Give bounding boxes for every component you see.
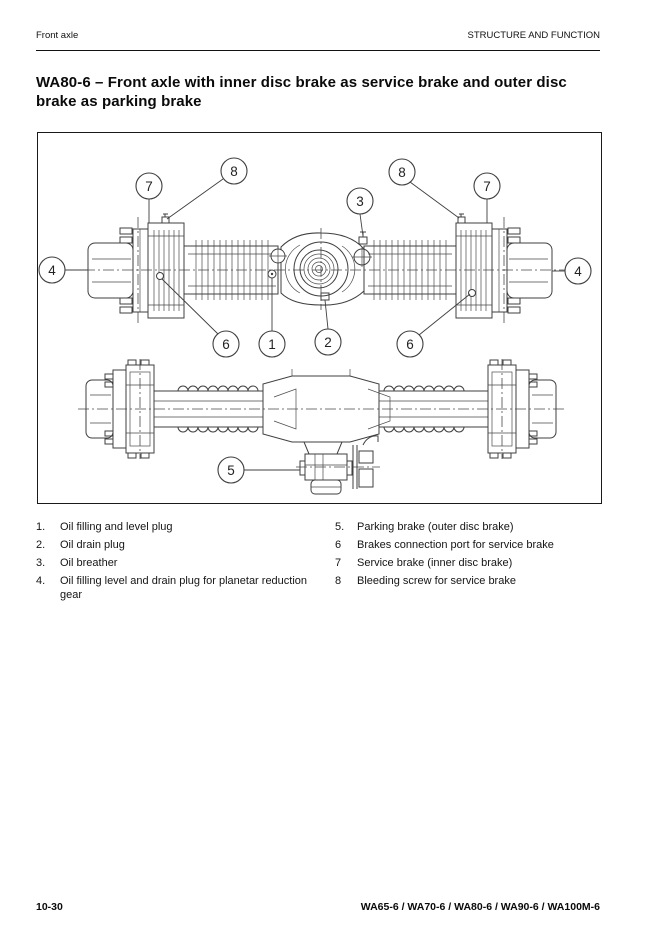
svg-text:4: 4 — [574, 264, 582, 279]
callout-6-right — [397, 331, 423, 357]
callout-1 — [259, 331, 285, 357]
callout-7-right — [474, 173, 500, 199]
page-title — [36, 73, 611, 111]
legend-item-text: Oil filling and level plug — [60, 521, 173, 533]
axle-top-view-drawing — [78, 359, 564, 494]
legend-item-text: Oil breather — [60, 557, 118, 569]
legend-item-8 — [335, 574, 615, 588]
legend-item-number: 3. — [36, 557, 46, 569]
legend-item-number: 1. — [36, 521, 46, 533]
legend-item-text: Oil drain plug — [60, 539, 125, 551]
callout-7-left — [136, 173, 162, 199]
legend-item-3 — [36, 556, 316, 570]
legend-item-6 — [335, 538, 615, 552]
svg-text:7: 7 — [145, 179, 153, 194]
legend-item-text: Oil filling level and drain plug for planetar reduction gear — [60, 575, 308, 601]
page-title-line2: brake as parking brake — [36, 93, 202, 110]
page-header — [36, 30, 600, 43]
callout-3 — [347, 188, 373, 214]
legend-item-number: 7 — [335, 557, 342, 569]
page-title-line1: WA80-6 – Front axle with inner disc brake as service brake and outer disc — [36, 74, 567, 91]
header-section-left: Front axle — [36, 30, 79, 41]
footer-model-list: WA65-6 / WA70-6 / WA80-6 / WA90-6 / WA100M-6 — [360, 901, 600, 913]
legend-item-text: Bleeding screw for service brake — [357, 575, 516, 587]
svg-text:7: 7 — [483, 179, 491, 194]
svg-text:2: 2 — [324, 335, 332, 350]
svg-text:8: 8 — [230, 164, 238, 179]
legend-item-text: Brakes connection port for service brake — [357, 539, 554, 551]
svg-text:5: 5 — [227, 463, 235, 478]
legend-item-7 — [335, 556, 615, 570]
svg-text:8: 8 — [398, 165, 406, 180]
legend-item-text: Parking brake (outer disc brake) — [357, 521, 514, 533]
legend-column-left — [36, 520, 316, 606]
svg-text:4: 4 — [48, 263, 56, 278]
callout-4-right — [565, 258, 591, 284]
page-footer — [36, 901, 600, 915]
callout-4-left — [39, 257, 65, 283]
header-rule — [36, 50, 600, 51]
legend-item-1 — [36, 520, 316, 534]
legend-item-4 — [36, 574, 316, 602]
legend-item-number: 2. — [36, 539, 46, 551]
legend-item-text: Service brake (inner disc brake) — [357, 557, 513, 569]
axle-front-view-drawing — [65, 214, 574, 325]
svg-text:1: 1 — [268, 337, 276, 352]
svg-text:6: 6 — [222, 337, 230, 352]
footer-page-number: 10-30 — [36, 901, 63, 913]
legend-item-5 — [335, 520, 615, 534]
legend-item-2 — [36, 538, 316, 552]
header-section-right: STRUCTURE AND FUNCTION — [467, 30, 600, 41]
callout-8-left — [221, 158, 247, 184]
figure-axle-diagrams — [37, 132, 602, 504]
legend-item-number: 8 — [335, 575, 342, 587]
callout-6-left — [213, 331, 239, 357]
callout-5 — [218, 457, 244, 483]
callout-2 — [315, 329, 341, 355]
axle-figure-svg — [38, 133, 601, 503]
legend-item-number: 4. — [36, 575, 46, 587]
svg-text:3: 3 — [356, 194, 364, 209]
legend-item-number: 5. — [335, 521, 345, 533]
callout-8-right — [389, 159, 415, 185]
legend-column-right — [335, 520, 615, 592]
legend-item-number: 6 — [335, 539, 342, 551]
svg-text:6: 6 — [406, 337, 414, 352]
